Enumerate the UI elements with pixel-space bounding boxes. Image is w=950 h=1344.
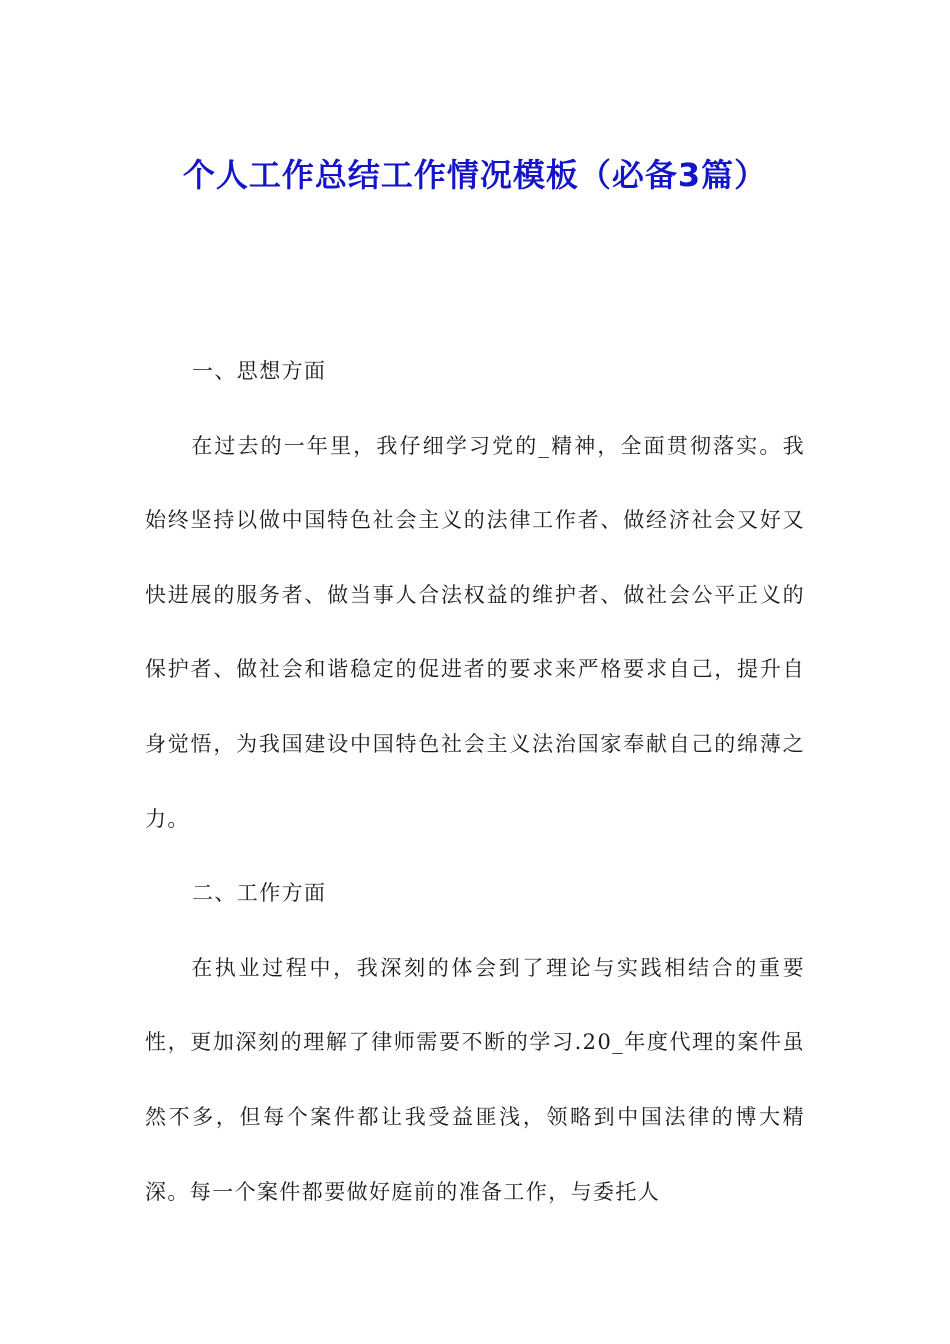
section-heading-thought: 一、思想方面 [192, 359, 327, 383]
section-paragraph-thought: 在过去的一年里，我仔细学习党的_精神，全面贯彻落实。我始终坚持以做中国特色社会主义的法律工作者、做经济社会又好又快进展的服务者、做当事人合法权益的维护者、做社会公平正义的保护者、做社会和谐稳定的促进者的要求来严格要求自己，提升自身觉悟，为我国建设中国特色社会主义法治国家奉献自己的绵薄之力。 [145, 433, 805, 831]
section-heading-work: 二、工作方面 [192, 881, 327, 906]
document-body [145, 334, 805, 1229]
section-paragraph-work: 在执业过程中，我深刻的体会到了理论与实践相结合的重要性，更加深刻的理解了律师需要不断的学习.20_年度代理的案件虽然不多，但每个案件都让我受益匪浅，领略到中国法律的博大精深。每一个案件都要做好庭前的准备工作，与委托人 [145, 955, 805, 1204]
document-title: 个人工作总结工作情况模板（必备3篇） [182, 156, 768, 195]
